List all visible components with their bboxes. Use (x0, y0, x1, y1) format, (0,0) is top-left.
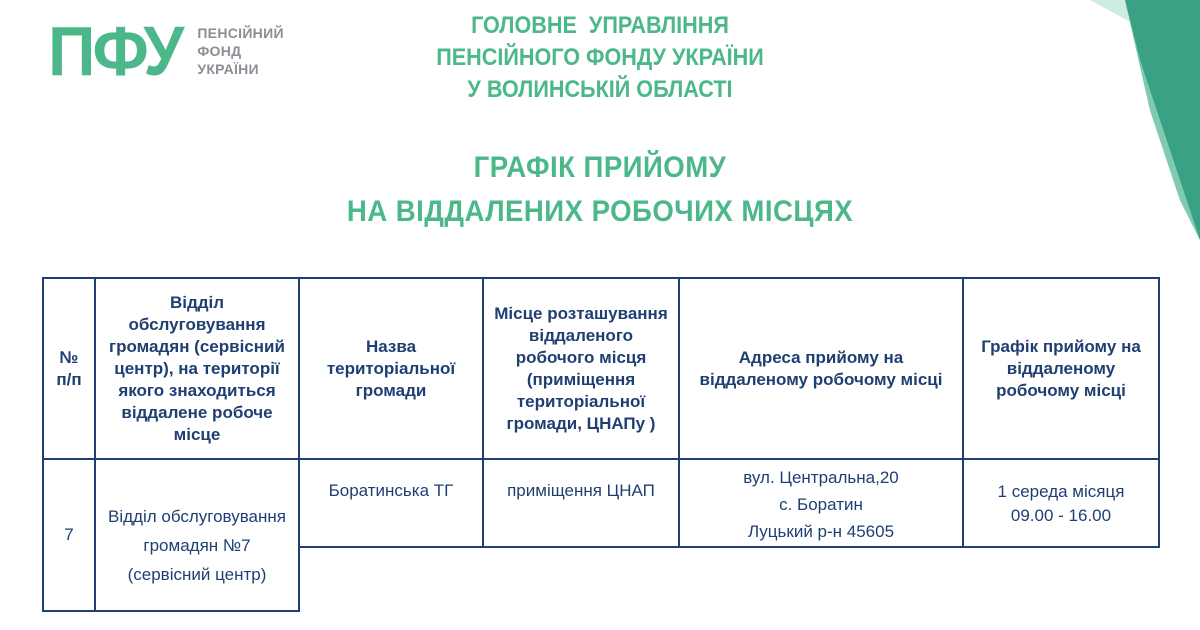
header-schedule (964, 279, 1158, 458)
logo-text-line3: УКРАЇНИ (197, 61, 259, 77)
header-community (300, 279, 482, 458)
table-line (42, 277, 44, 612)
organization-header (340, 10, 860, 106)
table-line (1158, 277, 1160, 548)
title-line1: ГРАФІК ПРИЙОМУ (473, 151, 727, 184)
header-address (680, 279, 962, 458)
table-line (42, 610, 298, 612)
pfu-logo (48, 12, 284, 90)
header-department-label: Відділ обслуговування громадян (сервісний центр), на території якого знаходиться віддалене робоче місце (109, 292, 285, 444)
table-line (42, 458, 1160, 460)
row-department (96, 490, 298, 600)
header-num (44, 279, 94, 458)
row-num (44, 460, 94, 610)
row-schedule-line2: 09.00 - 16.00 (1010, 506, 1112, 525)
logo-text-line1: ПЕНСІЙНИЙ (197, 25, 284, 41)
row-department-value: Відділ обслуговування громадян №7 (сервісний центр) (107, 506, 286, 584)
header-community-label: Назва територіальної громади (326, 336, 456, 400)
row-community-value: Боратинська ТГ (328, 481, 454, 500)
header-address-label: Адреса прийому на віддаленому робочому місці (699, 347, 943, 389)
row-address (680, 462, 962, 546)
row-num-value: 7 (64, 525, 74, 544)
header-department (96, 279, 298, 458)
row-schedule-line1: 1 середа місяця (997, 482, 1125, 501)
row-address-line2: с. Боратин (779, 494, 863, 514)
logo-text (197, 24, 284, 78)
header-location (484, 279, 678, 458)
row-address-line1: вул. Центральна,20 (743, 467, 899, 487)
row-schedule (964, 474, 1158, 534)
header-schedule-label: Графік прийому на віддаленому робочому місці (981, 336, 1141, 400)
page-title (260, 146, 940, 234)
table-line (94, 277, 96, 612)
header-num-label: № п/п (56, 347, 82, 389)
table-line (482, 277, 484, 548)
header-line1: ГОЛОВНЕ УПРАВЛІННЯ (471, 12, 729, 39)
row-location (484, 480, 678, 524)
row-community (300, 480, 482, 524)
table-line (962, 277, 964, 548)
row-address-line3: Луцький р-н 45605 (747, 521, 895, 541)
title-line2: НА ВІДДАЛЕНИХ РОБОЧИХ МІСЦЯХ (346, 195, 854, 228)
table-line (678, 277, 680, 548)
header-line3: У ВОЛИНСЬКІЙ ОБЛАСТІ (467, 76, 733, 103)
header-location-label: Місце розташування віддаленого робочого місця (приміщення територіальної громади, ЦНАПу ) (494, 303, 668, 433)
header-line2: ПЕНСІЙНОГО ФОНДУ УКРАЇНИ (436, 44, 764, 71)
table-line (298, 546, 1160, 548)
logo-mark: ПФУ (48, 12, 182, 90)
logo-text-line2: ФОНД (197, 43, 242, 59)
row-location-value: приміщення ЦНАП (507, 481, 655, 500)
table-line (298, 277, 300, 612)
corner-decoration (1030, 0, 1200, 240)
table-line (42, 277, 1160, 279)
